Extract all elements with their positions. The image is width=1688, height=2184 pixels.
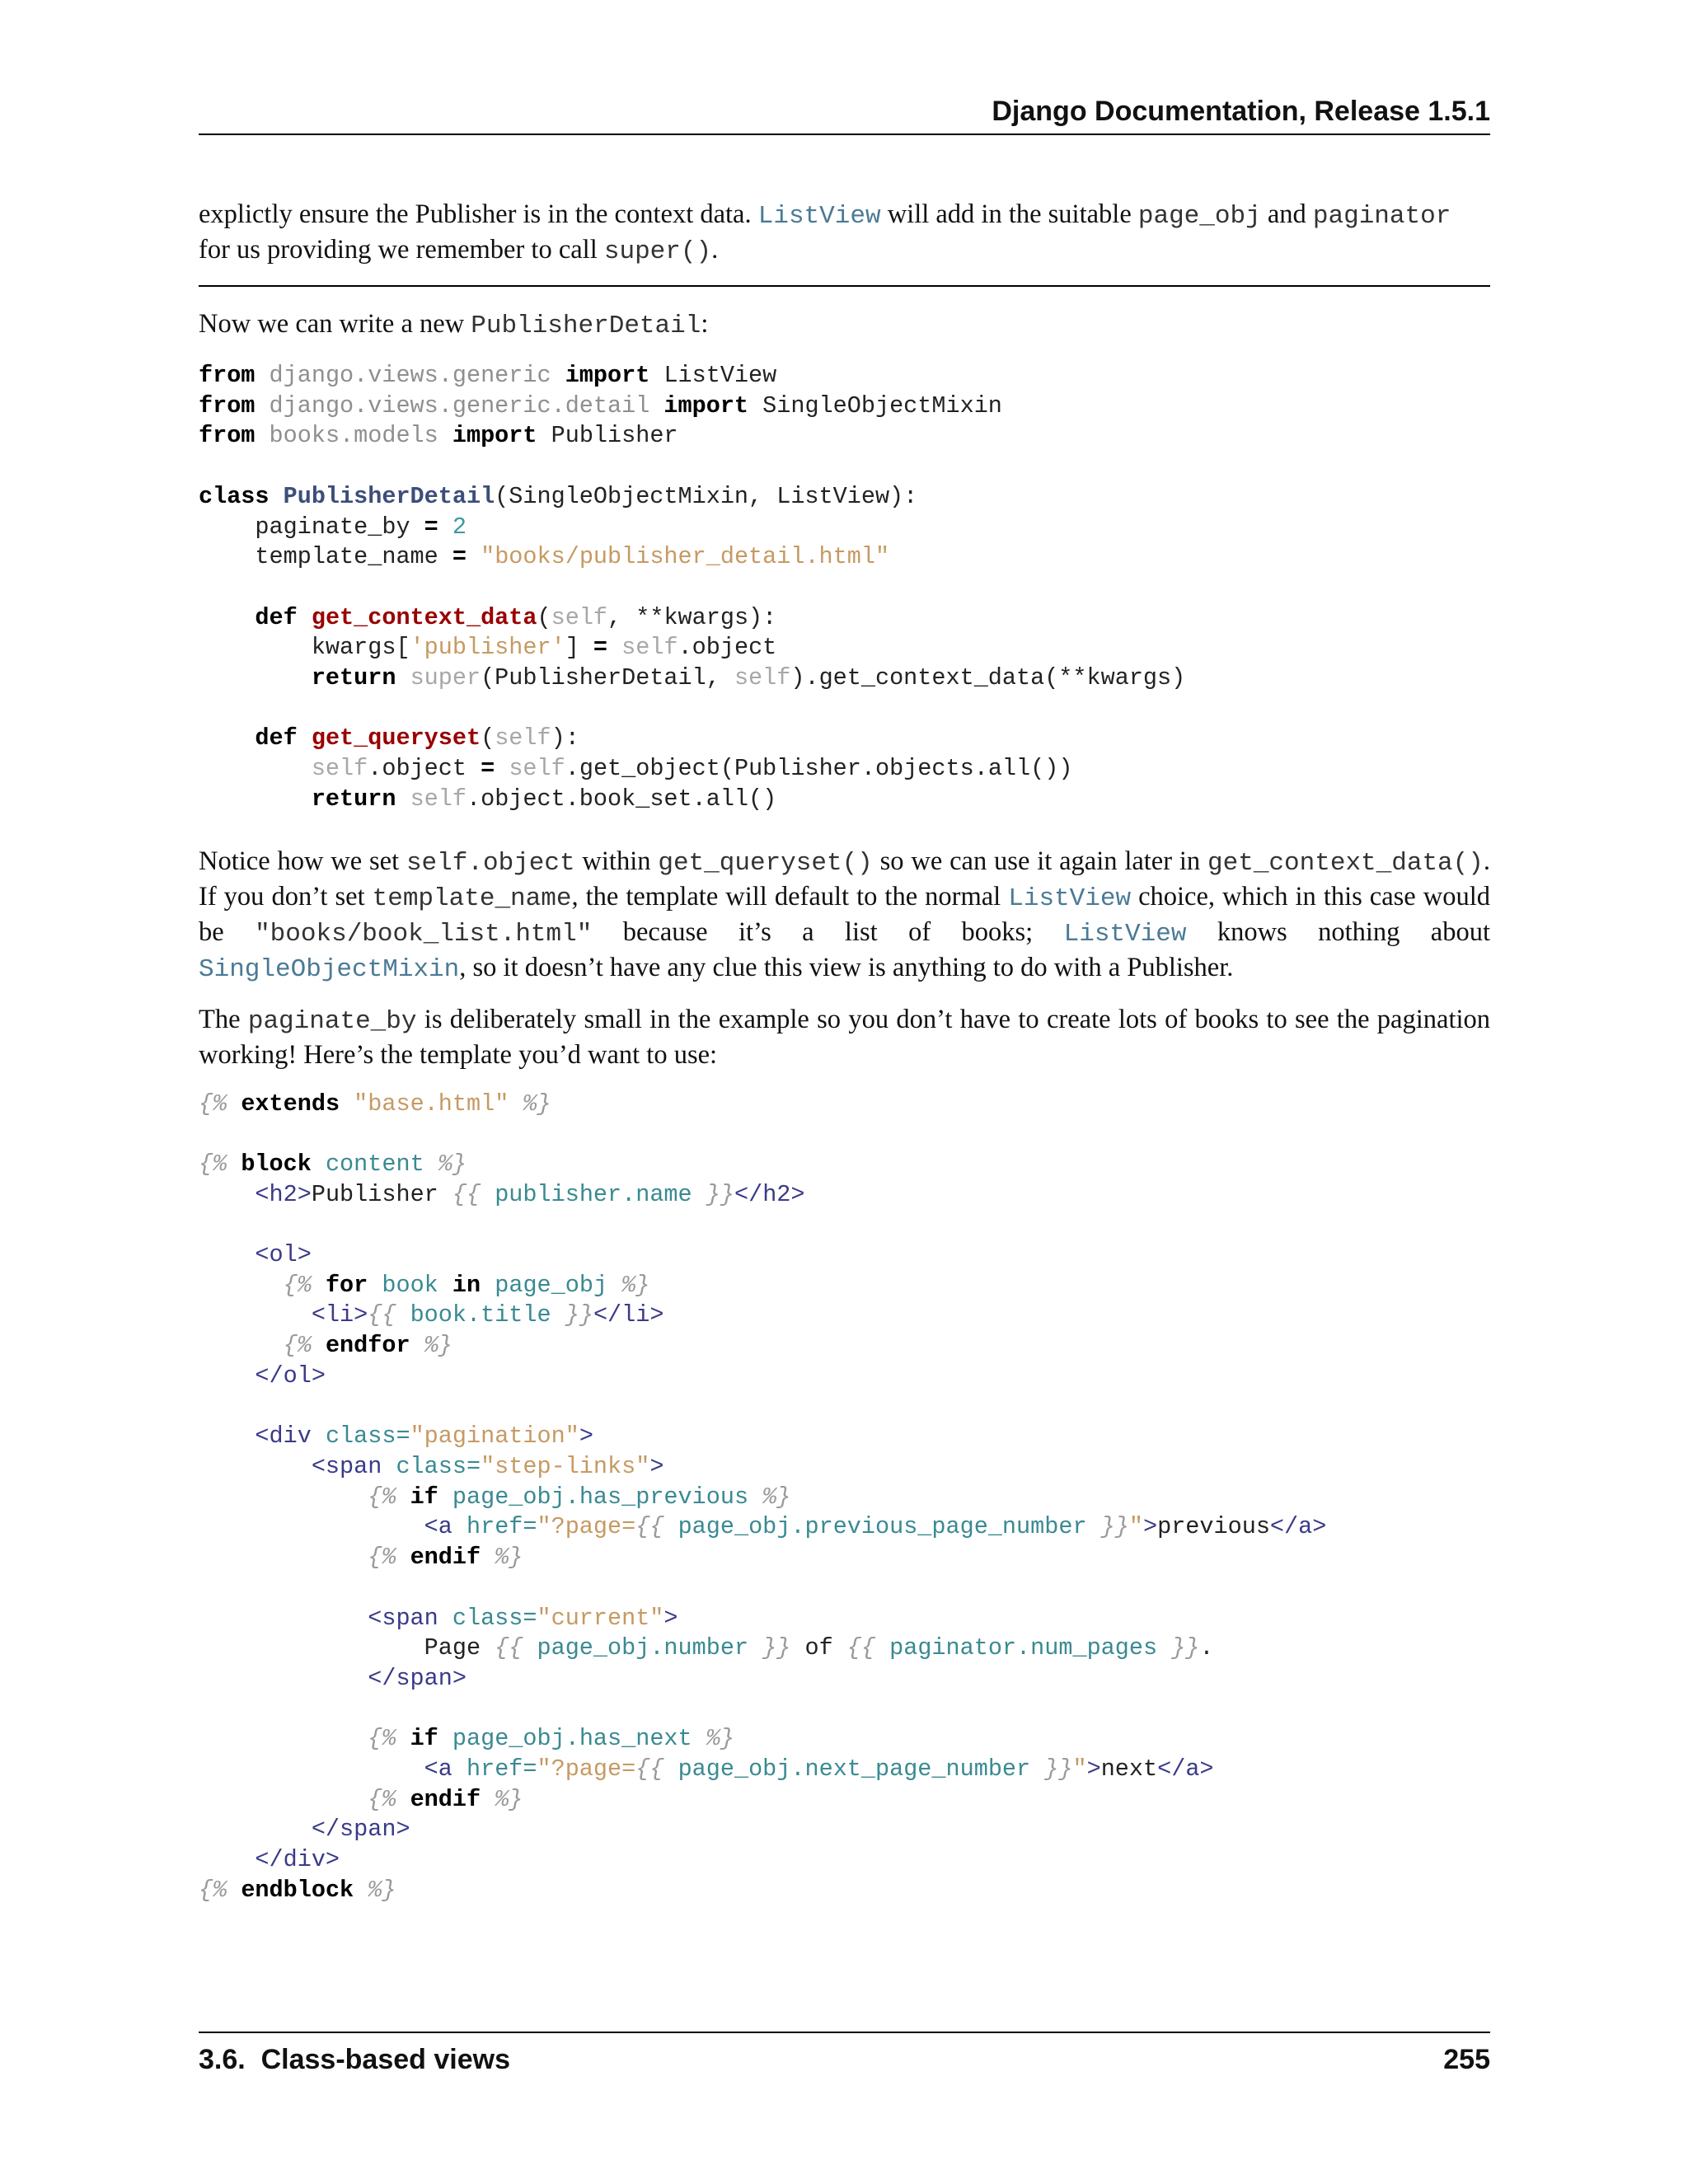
singleobjectmixin-link[interactable]: SingleObjectMixin [199, 954, 460, 984]
document-title: Django Documentation, Release 1.5.1 [992, 96, 1490, 127]
notice-paragraph [199, 845, 1490, 987]
text: Now we can write a new [199, 309, 471, 339]
text: choice, which in this case would be [199, 881, 1491, 947]
text: because it’s a list of books; [592, 916, 1064, 947]
text: is deliberately small in the example so you don’t have to create lots of books to see the pagination working! Here’s the template you’d want to use: [199, 1004, 1490, 1070]
paginate-paragraph [199, 1003, 1490, 1071]
text: . If you don’t set [199, 846, 1490, 912]
text: within [574, 846, 659, 876]
inline-code: page_obj [1137, 202, 1261, 231]
inline-code: paginate_by [247, 1006, 417, 1036]
section-divider [199, 285, 1490, 287]
text: and [1260, 199, 1313, 229]
text: Notice how we set [199, 846, 406, 876]
listview-link[interactable]: ListView [1063, 919, 1187, 949]
text: : [701, 309, 709, 339]
page-header [199, 92, 1490, 135]
inline-code: PublisherDetail [471, 312, 701, 340]
text: , the template will default to the normal [571, 881, 1009, 912]
text: will add in the suitable [880, 199, 1138, 229]
template-code-block: {% extends "base.html" %} {% block content %} <h2>Publisher {{ publisher.name }}</h2> <ol> {% for book in page_obj %} <li>{{ book.title }}</li> {% endfor %} </ol> <div class="pagination"> <span class="step-links"> {% if page_obj.has_previous %} <a href="?page={{ page_obj.previous_page_number }}">previous</a> {% endif %} <span class="current"> Page {{ page_obj.number }} of {{ paginator.num_pages }}. </span> {% if page_obj.has_next %} <a href="?page={{ page_obj.next_page_number }}">next</a> {% endif %} </span> </div> {% endblock %} [199, 1090, 1327, 1904]
section-title: 3.6. Class-based views [199, 2044, 510, 2075]
inline-code: "books/book_list.html" [255, 919, 593, 949]
text: for us providing we remember to call [199, 235, 604, 265]
text: explictly ensure the Publisher is in the context data. [199, 199, 758, 229]
text: . [711, 235, 719, 265]
now-paragraph [199, 307, 1490, 343]
text: The [199, 1004, 248, 1034]
python-code-block: from django.views.generic import ListView from django.views.generic.detail import SingleObjectMixin from books.models import Publisher class PublisherDetail(SingleObjectMixin, ListView): paginate_by = 2 template_name = "books/publisher_detail.html" def get_context_data(self, **kwargs): kwargs['publisher'] = self.object return super(PublisherDetail, self).get_context_data(**kwargs) def get_queryset(self): self.object = self.get_object(Publisher.objects.all()) return self.object.book_set.all() [199, 362, 1186, 813]
page-number: 255 [1443, 2044, 1490, 2075]
inline-code: get_queryset() [658, 848, 873, 878]
inline-code: get_context_data() [1207, 848, 1484, 878]
inline-code: paginator [1312, 202, 1451, 231]
text: knows nothing about [1186, 916, 1490, 947]
intro-paragraph [199, 198, 1490, 269]
page-content [199, 198, 1490, 1906]
inline-code: template_name [372, 883, 572, 913]
text: , so it doesn’t have any clue this view is anything to do with a Publisher. [459, 952, 1234, 982]
page-footer [199, 2032, 1490, 2078]
listview-link[interactable]: ListView [1008, 883, 1132, 913]
inline-code: self.object [406, 848, 575, 878]
text: so we can use it again later in [872, 846, 1208, 876]
inline-code: super() [603, 237, 712, 266]
listview-link[interactable]: ListView [757, 202, 881, 231]
